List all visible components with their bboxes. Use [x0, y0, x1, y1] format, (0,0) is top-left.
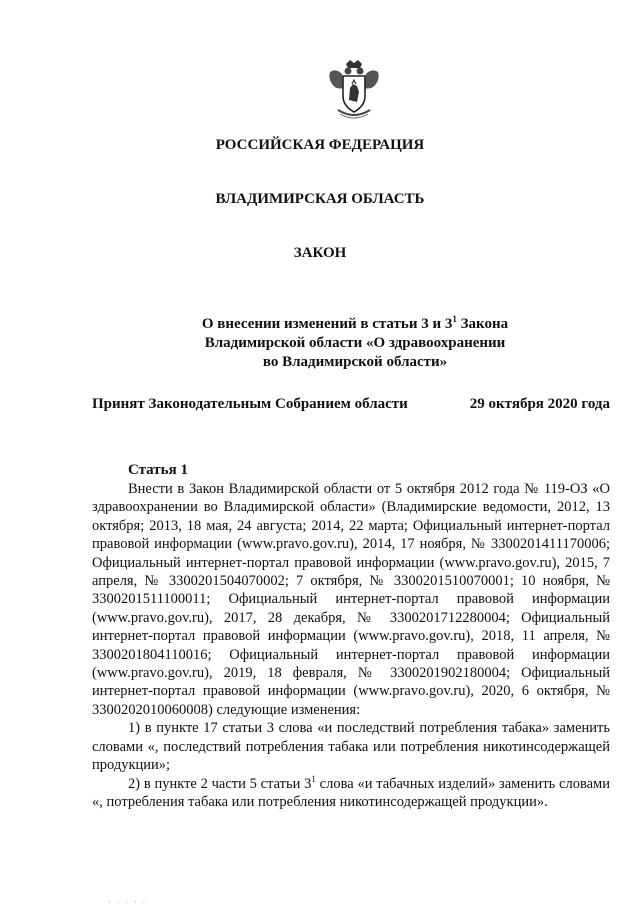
adoption-label: Принят Законодательным Собранием области [92, 396, 408, 412]
article-item-1: 1) в пункте 17 статьи 3 слова «и последствий потребления табака» заменить словами «, последствий потребления табака или потребления никотинсодержащей продукции»; [92, 720, 610, 774]
law-title [120, 310, 590, 372]
adoption-date: 29 октября 2020 года [469, 396, 610, 412]
article-intro-paragraph: Внести в Закон Владимирской области от 5 октября 2012 года № 119-ОЗ «О здравоохранении во Владимирской области» (Владимирские ведомости, 2012, 13 октября; 2013, 18 мая, 24 августа; 2014, 22 марта; Официальный интернет-портал правовой информации (www.pravo.gov.ru), 2014, 17 ноября, № 3300201411170006; Официальный интернет-портал правовой информации (www.pravo.gov.ru), 2015, 7 апреля, № 3300201504070002; 7 октября, № 3300201510070001; 10 ноября, № 3300201511100011; Официальный интернет-портал правовой информации (www.pravo.gov.ru), 2017, 28 декабря, № 3300201712280004; Официальный интернет-портал правовой информации (www.pravo.gov.ru), 2018, 11 апреля, № 3300201804110016; Официальный интернет-портал правовой информации (www.pravo.gov.ru), 2019, 18 февраля, № 3300201902180004; Официальный интернет-портал правовой информации (www.pravo.gov.ru), 2020, 6 октября, № 3300202010060008) следующие изменения: [92, 481, 610, 718]
scan-artifact-divider: · · · · · [108, 898, 148, 907]
law-title-line-2: Владимирской области «О здравоохранении [204, 335, 506, 351]
article-item-2: 2) в пункте 2 части 5 статьи $3^1$ слова «и табачных изделий» заменить словами «, потребления табака или потребления никотинсодержащей продукции». [92, 773, 610, 810]
article-heading: Статья 1 [128, 462, 188, 478]
law-title-line-3: во Владимирской области» [262, 354, 448, 370]
article-body [92, 480, 610, 811]
doc-type-heading: ЗАКОН [293, 245, 347, 261]
adoption-line [92, 396, 610, 413]
country-heading: РОССИЙСКАЯ ФЕДЕРАЦИЯ [215, 137, 425, 153]
law-title-line-1: О внесении изменений в статьи 3 и $3^1$ Закона [201, 314, 509, 332]
coat-of-arms-icon [326, 58, 382, 122]
region-heading: ВЛАДИМИРСКАЯ ОБЛАСТЬ [215, 191, 425, 207]
